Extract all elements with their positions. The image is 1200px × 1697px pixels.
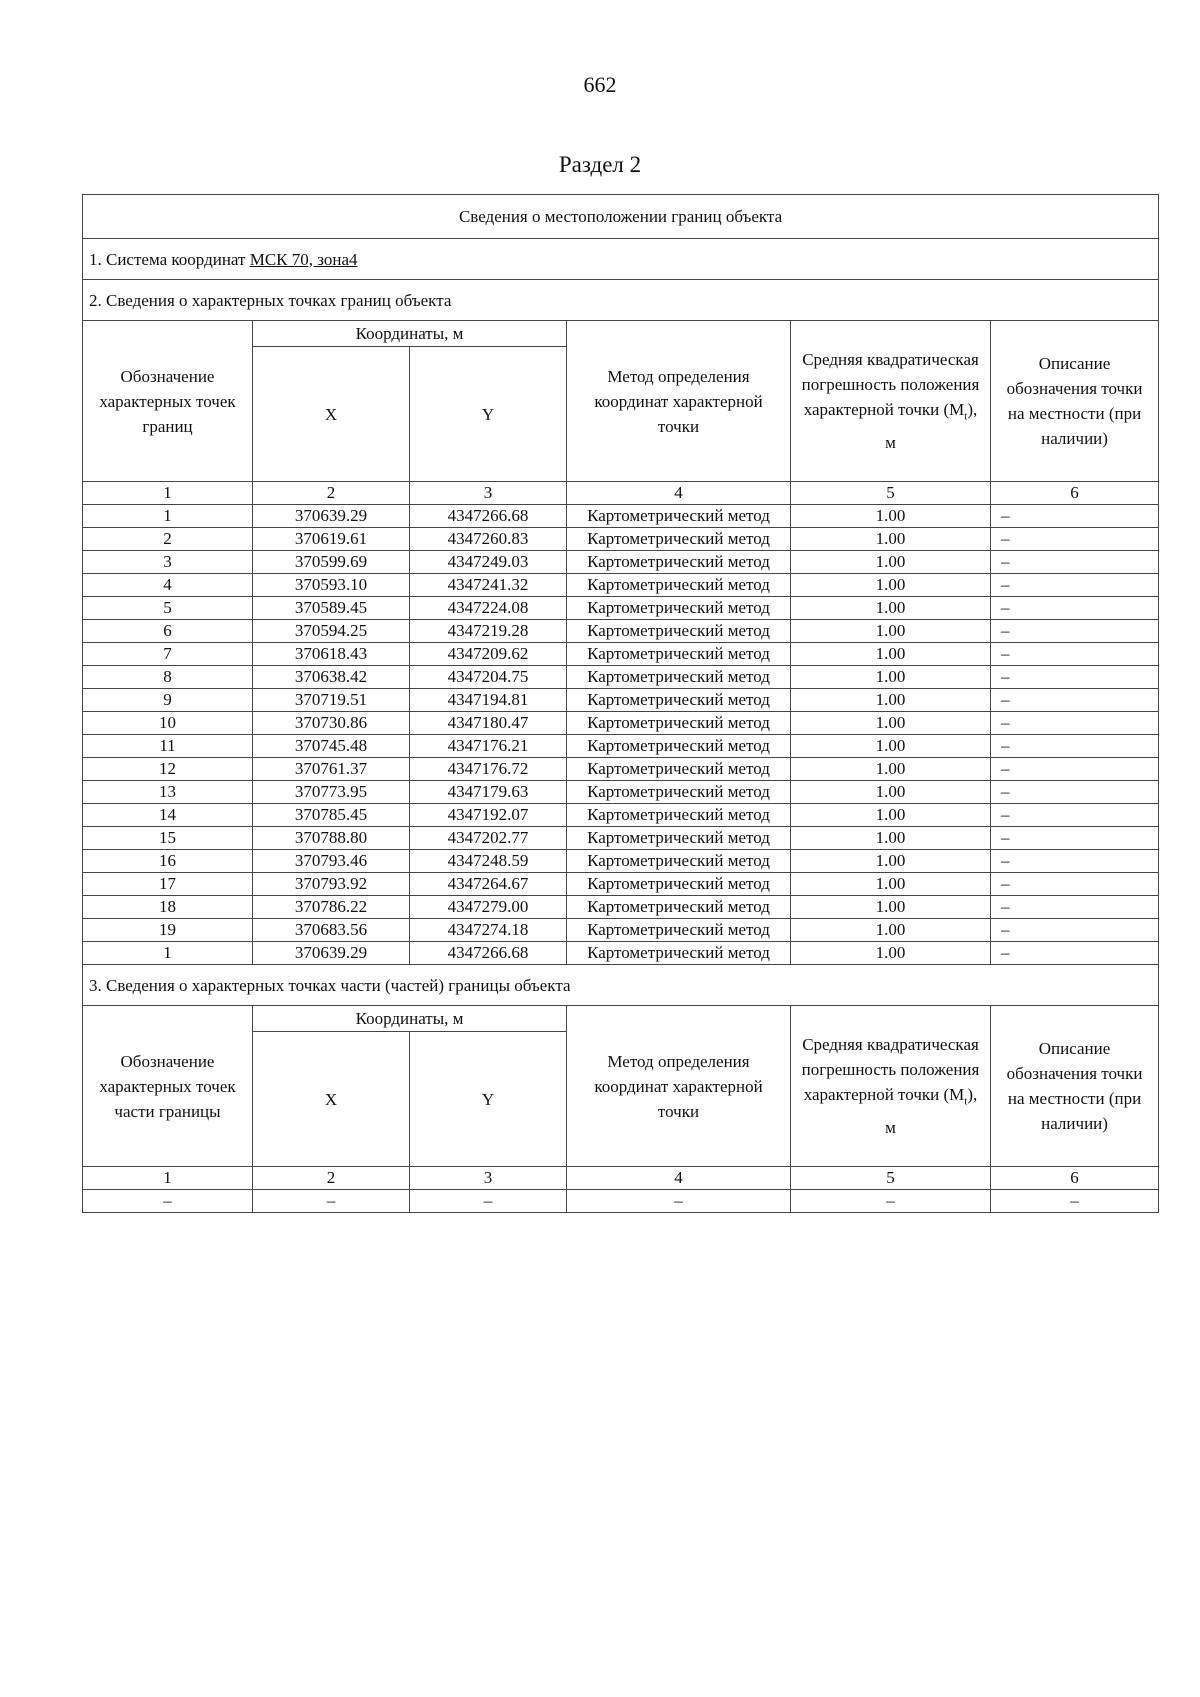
coord-y: 4347264.67 bbox=[410, 873, 567, 896]
table-row bbox=[83, 505, 1159, 528]
col-header-y: Y bbox=[410, 347, 567, 482]
description: – bbox=[991, 689, 1159, 712]
table-row bbox=[83, 781, 1159, 804]
table-row bbox=[83, 666, 1159, 689]
table-row bbox=[83, 873, 1159, 896]
column-number: 1 bbox=[83, 1167, 253, 1190]
point-number: 7 bbox=[83, 643, 253, 666]
coord-system-value: МСК 70, зона4 bbox=[249, 249, 358, 269]
description: – bbox=[991, 620, 1159, 643]
table-row bbox=[83, 827, 1159, 850]
coord-x: 370619.61 bbox=[253, 528, 410, 551]
coord-x: 370719.51 bbox=[253, 689, 410, 712]
point-number: 9 bbox=[83, 689, 253, 712]
error-value: 1.00 bbox=[791, 942, 991, 965]
column-number: 5 bbox=[791, 482, 991, 505]
table-row bbox=[83, 758, 1159, 781]
empty-cell: – bbox=[567, 1190, 791, 1213]
error-value: 1.00 bbox=[791, 873, 991, 896]
description: – bbox=[991, 804, 1159, 827]
coord-x: 370599.69 bbox=[253, 551, 410, 574]
method: Картометрический метод bbox=[567, 666, 791, 689]
point-number: 4 bbox=[83, 574, 253, 597]
page-number: 662 bbox=[583, 72, 617, 97]
point-number: 18 bbox=[83, 896, 253, 919]
table-row bbox=[83, 804, 1159, 827]
point-number: 17 bbox=[83, 873, 253, 896]
method: Картометрический метод bbox=[567, 942, 791, 965]
coord-x: 370594.25 bbox=[253, 620, 410, 643]
column-number: 2 bbox=[253, 1167, 410, 1190]
column-number: 3 bbox=[410, 1167, 567, 1190]
coord-y: 4347209.62 bbox=[410, 643, 567, 666]
column-numbers-row bbox=[83, 482, 1159, 505]
coord-y: 4347249.03 bbox=[410, 551, 567, 574]
col-header-error: Средняя квадратическая погрешность положения характерной точки $(M_t)$, м bbox=[791, 1006, 991, 1167]
coord-x: 370773.95 bbox=[253, 781, 410, 804]
coord-y: 4347266.68 bbox=[410, 505, 567, 528]
coord-y: 4347202.77 bbox=[410, 827, 567, 850]
coord-x: 370618.43 bbox=[253, 643, 410, 666]
error-value: 1.00 bbox=[791, 505, 991, 528]
column-number: 6 bbox=[991, 1167, 1159, 1190]
col-header-coords: Координаты, м bbox=[253, 321, 567, 347]
column-number: 2 bbox=[253, 482, 410, 505]
table-row bbox=[83, 574, 1159, 597]
error-value: 1.00 bbox=[791, 643, 991, 666]
coord-system-label: 1. Система координат bbox=[89, 249, 250, 269]
error-value: 1.00 bbox=[791, 551, 991, 574]
error-value: 1.00 bbox=[791, 804, 991, 827]
table-row bbox=[83, 689, 1159, 712]
point-number: 1 bbox=[83, 942, 253, 965]
method: Картометрический метод bbox=[567, 873, 791, 896]
point-number: 3 bbox=[83, 551, 253, 574]
column-number: 6 bbox=[991, 482, 1159, 505]
table-row bbox=[83, 712, 1159, 735]
method: Картометрический метод bbox=[567, 850, 791, 873]
method: Картометрический метод bbox=[567, 781, 791, 804]
coord-x: 370745.48 bbox=[253, 735, 410, 758]
col-header-description: Описание обозначения точки на местности (при наличии) bbox=[991, 1006, 1159, 1167]
col-header-x: X bbox=[253, 1032, 410, 1167]
table-row bbox=[83, 735, 1159, 758]
error-value: 1.00 bbox=[791, 827, 991, 850]
coord-y: 4347192.07 bbox=[410, 804, 567, 827]
coord-x: 370793.92 bbox=[253, 873, 410, 896]
description: – bbox=[991, 551, 1159, 574]
coord-x: 370683.56 bbox=[253, 919, 410, 942]
coord-x: 370793.46 bbox=[253, 850, 410, 873]
method: Картометрический метод bbox=[567, 643, 791, 666]
section3-heading: 3. Сведения о характерных точках части (частей) границы объекта bbox=[83, 965, 1159, 1006]
coord-x: 370788.80 bbox=[253, 827, 410, 850]
description: – bbox=[991, 827, 1159, 850]
table-row bbox=[83, 643, 1159, 666]
coord-y: 4347248.59 bbox=[410, 850, 567, 873]
col-header-x: X bbox=[253, 347, 410, 482]
method: Картометрический метод bbox=[567, 689, 791, 712]
coord-x: 370638.42 bbox=[253, 666, 410, 689]
empty-part-row bbox=[83, 1190, 1159, 1213]
description: – bbox=[991, 574, 1159, 597]
error-value: 1.00 bbox=[791, 712, 991, 735]
table-row bbox=[83, 597, 1159, 620]
description: – bbox=[991, 505, 1159, 528]
coord-x: 370786.22 bbox=[253, 896, 410, 919]
point-number: 19 bbox=[83, 919, 253, 942]
column-number: 5 bbox=[791, 1167, 991, 1190]
coord-y: 4347260.83 bbox=[410, 528, 567, 551]
empty-cell: – bbox=[791, 1190, 991, 1213]
method: Картометрический метод bbox=[567, 896, 791, 919]
point-number: 11 bbox=[83, 735, 253, 758]
error-value: 1.00 bbox=[791, 735, 991, 758]
point-number: 2 bbox=[83, 528, 253, 551]
coord-y: 4347180.47 bbox=[410, 712, 567, 735]
description: – bbox=[991, 528, 1159, 551]
coord-x: 370639.29 bbox=[253, 942, 410, 965]
description: – bbox=[991, 850, 1159, 873]
coord-y: 4347194.81 bbox=[410, 689, 567, 712]
point-number: 6 bbox=[83, 620, 253, 643]
error-value: 1.00 bbox=[791, 781, 991, 804]
point-number: 13 bbox=[83, 781, 253, 804]
column-numbers-row bbox=[83, 1167, 1159, 1190]
method: Картометрический метод bbox=[567, 827, 791, 850]
coord-x: 370593.10 bbox=[253, 574, 410, 597]
description: – bbox=[991, 735, 1159, 758]
coord-y: 4347219.28 bbox=[410, 620, 567, 643]
empty-cell: – bbox=[991, 1190, 1159, 1213]
description: – bbox=[991, 666, 1159, 689]
point-number: 8 bbox=[83, 666, 253, 689]
coord-y: 4347274.18 bbox=[410, 919, 567, 942]
method: Картометрический метод bbox=[567, 804, 791, 827]
column-number: 1 bbox=[83, 482, 253, 505]
table-row bbox=[83, 551, 1159, 574]
coord-y: 4347204.75 bbox=[410, 666, 567, 689]
coord-y: 4347241.32 bbox=[410, 574, 567, 597]
description: – bbox=[991, 758, 1159, 781]
column-number: 4 bbox=[567, 1167, 791, 1190]
coord-y: 4347179.63 bbox=[410, 781, 567, 804]
col-header-designation: Обозначение характерных точек границ bbox=[83, 321, 253, 482]
description: – bbox=[991, 896, 1159, 919]
error-value: 1.00 bbox=[791, 666, 991, 689]
description: – bbox=[991, 597, 1159, 620]
error-value: 1.00 bbox=[791, 528, 991, 551]
table-row bbox=[83, 919, 1159, 942]
error-value: 1.00 bbox=[791, 689, 991, 712]
error-value: 1.00 bbox=[791, 896, 991, 919]
empty-cell: – bbox=[83, 1190, 253, 1213]
col-header-coords: Координаты, м bbox=[253, 1006, 567, 1032]
empty-cell: – bbox=[410, 1190, 567, 1213]
description: – bbox=[991, 643, 1159, 666]
point-number: 1 bbox=[83, 505, 253, 528]
point-number: 12 bbox=[83, 758, 253, 781]
error-value: 1.00 bbox=[791, 620, 991, 643]
error-value: 1.00 bbox=[791, 758, 991, 781]
method: Картометрический метод bbox=[567, 528, 791, 551]
boundary-table bbox=[82, 194, 1159, 1213]
description: – bbox=[991, 919, 1159, 942]
coord-x: 370730.86 bbox=[253, 712, 410, 735]
point-number: 16 bbox=[83, 850, 253, 873]
coord-x: 370761.37 bbox=[253, 758, 410, 781]
empty-cell: – bbox=[253, 1190, 410, 1213]
error-value: 1.00 bbox=[791, 850, 991, 873]
coord-x: 370639.29 bbox=[253, 505, 410, 528]
column-number: 4 bbox=[567, 482, 791, 505]
description: – bbox=[991, 942, 1159, 965]
method: Картометрический метод bbox=[567, 505, 791, 528]
table-row bbox=[83, 620, 1159, 643]
description: – bbox=[991, 781, 1159, 804]
table-row bbox=[83, 896, 1159, 919]
error-value: 1.00 bbox=[791, 919, 991, 942]
point-number: 10 bbox=[83, 712, 253, 735]
coord-x: 370785.45 bbox=[253, 804, 410, 827]
method: Картометрический метод bbox=[567, 551, 791, 574]
error-value: 1.00 bbox=[791, 597, 991, 620]
coord-y: 4347279.00 bbox=[410, 896, 567, 919]
col-header-designation: Обозначение характерных точек части границы bbox=[83, 1006, 253, 1167]
method: Картометрический метод bbox=[567, 919, 791, 942]
table-row bbox=[83, 942, 1159, 965]
coord-y: 4347224.08 bbox=[410, 597, 567, 620]
col-header-method: Метод определения координат характерной точки bbox=[567, 321, 791, 482]
coord-y: 4347266.68 bbox=[410, 942, 567, 965]
description: – bbox=[991, 712, 1159, 735]
coord-x: 370589.45 bbox=[253, 597, 410, 620]
coord-system-row bbox=[83, 239, 1159, 280]
table-row bbox=[83, 850, 1159, 873]
point-number: 15 bbox=[83, 827, 253, 850]
error-value: 1.00 bbox=[791, 574, 991, 597]
col-header-y: Y bbox=[410, 1032, 567, 1167]
method: Картометрический метод bbox=[567, 597, 791, 620]
section-title: Раздел 2 bbox=[558, 152, 642, 177]
point-number: 14 bbox=[83, 804, 253, 827]
description: – bbox=[991, 873, 1159, 896]
coord-y: 4347176.21 bbox=[410, 735, 567, 758]
col-header-method: Метод определения координат характерной точки bbox=[567, 1006, 791, 1167]
table-title: Сведения о местоположении границ объекта bbox=[83, 195, 1159, 239]
point-number: 5 bbox=[83, 597, 253, 620]
method: Картометрический метод bbox=[567, 712, 791, 735]
column-number: 3 bbox=[410, 482, 567, 505]
method: Картометрический метод bbox=[567, 758, 791, 781]
col-header-error: Средняя квадратическая погрешность положения характерной точки $(M_t)$, м bbox=[791, 321, 991, 482]
section2-heading: 2. Сведения о характерных точках границ объекта bbox=[83, 280, 1159, 321]
method: Картометрический метод bbox=[567, 620, 791, 643]
table-row bbox=[83, 528, 1159, 551]
col-header-description: Описание обозначения точки на местности (при наличии) bbox=[991, 321, 1159, 482]
method: Картометрический метод bbox=[567, 735, 791, 758]
method: Картометрический метод bbox=[567, 574, 791, 597]
coord-y: 4347176.72 bbox=[410, 758, 567, 781]
